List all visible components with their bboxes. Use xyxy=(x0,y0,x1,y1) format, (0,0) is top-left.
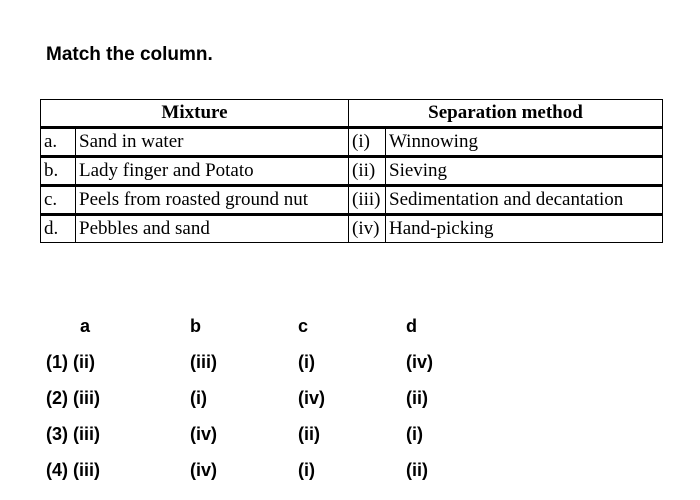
option-a-value: (1) (ii) xyxy=(46,351,95,372)
option-c-value: (ii) xyxy=(298,423,320,444)
mixture-cell: Lady finger and Potato xyxy=(76,157,349,186)
separation-method-header: Separation method xyxy=(349,100,663,128)
table-row xyxy=(41,186,663,215)
option-b-value: (iv) xyxy=(190,423,217,444)
row-label: c. xyxy=(41,186,76,215)
options-header-b: b xyxy=(190,315,201,336)
option-4[interactable] xyxy=(46,452,466,488)
option-1[interactable] xyxy=(46,344,466,380)
row-label: d. xyxy=(41,215,76,243)
option-d-value: (i) xyxy=(406,423,423,444)
method-label: (ii) xyxy=(349,157,386,186)
option-b-value: (i) xyxy=(190,387,207,408)
option-b-value: (iii) xyxy=(190,351,217,372)
mixture-header: Mixture xyxy=(41,100,349,128)
row-label: a. xyxy=(41,128,76,157)
option-3[interactable] xyxy=(46,416,466,452)
method-label: (i) xyxy=(349,128,386,157)
option-a-value: (2) (iii) xyxy=(46,387,100,408)
answer-options xyxy=(46,308,466,488)
table-row xyxy=(41,157,663,186)
option-b-value: (iv) xyxy=(190,459,217,480)
options-header-c: c xyxy=(298,315,309,336)
mixture-cell: Sand in water xyxy=(76,128,349,157)
option-d-value: (iv) xyxy=(406,351,433,372)
option-2[interactable] xyxy=(46,380,466,416)
method-label: (iii) xyxy=(349,186,386,215)
option-a-value: (3) (iii) xyxy=(46,423,100,444)
table-row xyxy=(41,215,663,243)
row-label: b. xyxy=(41,157,76,186)
mixture-cell: Peels from roasted ground nut xyxy=(76,186,349,215)
table-row xyxy=(41,128,663,157)
option-c-value: (i) xyxy=(298,459,315,480)
option-c-value: (i) xyxy=(298,351,315,372)
method-cell: Sieving xyxy=(386,157,663,186)
method-cell: Sedimentation and decantation xyxy=(386,186,663,215)
options-header-d: d xyxy=(406,315,417,336)
option-c-value: (iv) xyxy=(298,387,325,408)
table-header-row xyxy=(41,100,663,128)
option-d-value: (ii) xyxy=(406,459,428,480)
method-label: (iv) xyxy=(349,215,386,243)
options-header-a: a xyxy=(80,315,91,336)
match-table xyxy=(40,99,663,243)
options-header-row xyxy=(46,308,466,344)
option-a-value: (4) (iii) xyxy=(46,459,100,480)
method-cell: Winnowing xyxy=(386,128,663,157)
method-cell: Hand-picking xyxy=(386,215,663,243)
mixture-cell: Pebbles and sand xyxy=(76,215,349,243)
question-title: Match the column. xyxy=(46,44,213,65)
option-d-value: (ii) xyxy=(406,387,428,408)
